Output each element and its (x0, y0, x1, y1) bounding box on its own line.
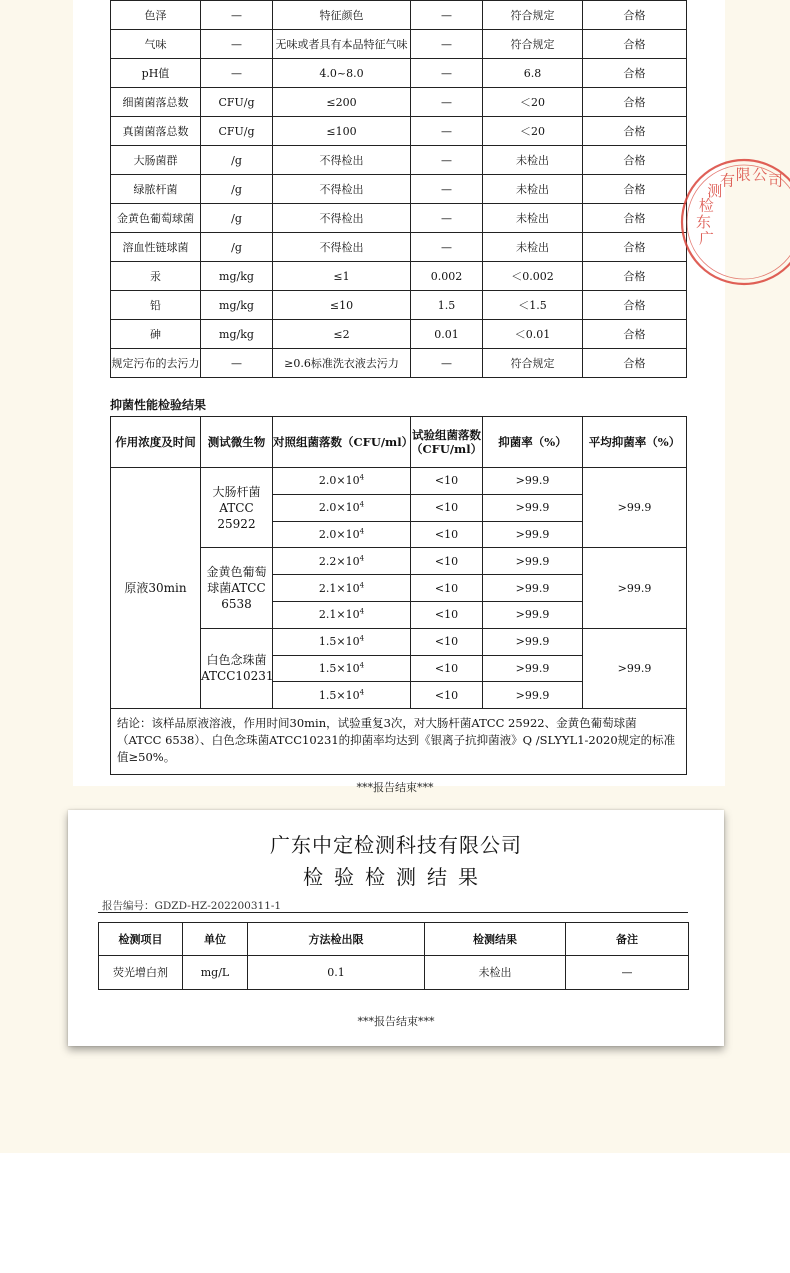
cell-item: 规定污布的去污力 (111, 349, 201, 378)
cell-req: 不得检出 (273, 233, 411, 262)
control-exponent: 4 (359, 661, 365, 670)
control-value: 2.0×10 (318, 474, 360, 488)
cell-control (273, 682, 411, 709)
cell-detect: — (411, 349, 483, 378)
cell-item: pH值 (111, 59, 201, 88)
table-row (111, 291, 687, 320)
cell-result: 未检出 (483, 146, 583, 175)
cell-item: 铅 (111, 291, 201, 320)
cell-control (273, 521, 411, 548)
cell-detect: — (411, 233, 483, 262)
cell-req: ≤200 (273, 88, 411, 117)
header-conc-time: 作用浓度及时间 (111, 417, 201, 468)
cell-unit: — (201, 349, 273, 378)
cell-concentration: 原液30min (111, 468, 201, 709)
cell-req: ≤1 (273, 262, 411, 291)
control-value: 2.0×10 (318, 527, 360, 541)
control-exponent: 4 (359, 527, 365, 536)
cell-unit: CFU/g (201, 88, 273, 117)
cell-item: 细菌菌落总数 (111, 88, 201, 117)
cell-detect: — (411, 59, 483, 88)
conclusion-text: 结论：该样品原液溶液，作用时间30min，试验重复3次，对大肠杆菌ATCC 25922、金黄色葡萄球菌（ATCC 6538）、白色念珠菌ATCC10231的抑菌率均达到《银离子抗抑菌液》Q /SLYYL1-2020规定的标准值≥50%。 (111, 709, 687, 775)
cell-detect: — (411, 1, 483, 30)
cell-test: <10 (411, 601, 483, 628)
cell-req: ≤2 (273, 320, 411, 349)
header-unit: 单位 (183, 923, 248, 956)
cell-unit: /g (201, 175, 273, 204)
cell-test: <10 (411, 655, 483, 682)
cell-item: 金黄色葡萄球菌 (111, 204, 201, 233)
control-value: 1.5×10 (318, 688, 360, 702)
cell-result: 未检出 (483, 204, 583, 233)
control-exponent: 4 (359, 500, 365, 509)
cell-organism: 白色念珠菌ATCC10231 (201, 628, 273, 708)
cell-judge: 合格 (583, 117, 687, 146)
cell-judge: 合格 (583, 59, 687, 88)
table-row (111, 320, 687, 349)
cell-control (273, 601, 411, 628)
cell-control (273, 548, 411, 575)
cell-unit: mg/kg (201, 262, 273, 291)
table-row (111, 262, 687, 291)
cell-rate: >99.9 (483, 521, 583, 548)
cell-control (273, 655, 411, 682)
test-results-table (110, 0, 687, 378)
cell-detect: — (411, 146, 483, 175)
cell-detect: — (411, 88, 483, 117)
cell-judge: 合格 (583, 175, 687, 204)
cell-item: 色泽 (111, 1, 201, 30)
cell-item: 砷 (111, 320, 201, 349)
cell-result: 符合规定 (483, 1, 583, 30)
cell-result: 符合规定 (483, 349, 583, 378)
report-title: 检验检测结果 (303, 865, 489, 889)
cell-req: 4.0~8.0 (273, 59, 411, 88)
report-end-mark: ***报告结束*** (356, 781, 434, 794)
table-row (111, 349, 687, 378)
cell-avg-rate: >99.9 (583, 628, 687, 708)
cell-result: 未检出 (483, 175, 583, 204)
cell-item: 大肠菌群 (111, 146, 201, 175)
cell-req: 不得检出 (273, 146, 411, 175)
report-number: 报告编号：GDZD-HZ-202200311-1 (102, 900, 282, 912)
company-name: 广东中定检测科技有限公司 (270, 833, 522, 857)
cell-rate: >99.9 (483, 628, 583, 655)
header-item: 检测项目 (99, 923, 183, 956)
header-note: 备注 (566, 923, 689, 956)
header-limit: 方法检出限 (248, 923, 425, 956)
cell-unit: — (201, 30, 273, 59)
fluorescent-test-table (98, 922, 689, 990)
control-value: 2.0×10 (318, 501, 360, 515)
cell-judge: 合格 (583, 349, 687, 378)
control-value: 1.5×10 (318, 661, 360, 675)
cell-unit: /g (201, 204, 273, 233)
cell-item: 绿脓杆菌 (111, 175, 201, 204)
table-row (111, 117, 687, 146)
cell-control (273, 628, 411, 655)
header-rate: 抑菌率（%） (483, 417, 583, 468)
cell-detect: — (411, 30, 483, 59)
header-avg-rate: 平均抑菌率（%） (583, 417, 687, 468)
header-rule (98, 912, 688, 913)
cell-unit: — (201, 59, 273, 88)
cell-judge: 合格 (583, 30, 687, 59)
cell-result: ＜0.01 (483, 320, 583, 349)
cell-req: 无味或者具有本品特征气味 (273, 30, 411, 59)
cell-unit: mg/kg (201, 291, 273, 320)
cell-item: 真菌菌落总数 (111, 117, 201, 146)
antibacterial-section-title: 抑菌性能检验结果 (110, 398, 207, 412)
header-test: 试验组菌落数（CFU/ml） (411, 417, 483, 468)
cell-judge: 合格 (583, 233, 687, 262)
cell-req: 特征颜色 (273, 1, 411, 30)
cell-detect: — (411, 204, 483, 233)
cell-test: <10 (411, 628, 483, 655)
cell-judge: 合格 (583, 204, 687, 233)
control-value: 2.1×10 (318, 581, 360, 595)
cell-req: ≤10 (273, 291, 411, 320)
cell-detect: — (411, 175, 483, 204)
cell-unit: CFU/g (201, 117, 273, 146)
cell-test: <10 (411, 468, 483, 495)
cell-unit: /g (201, 146, 273, 175)
cell-unit: — (201, 1, 273, 30)
cell-control (273, 494, 411, 521)
cell-rate: >99.9 (483, 655, 583, 682)
cell-result: ＜1.5 (483, 291, 583, 320)
cell-judge: 合格 (583, 262, 687, 291)
cell-judge: 合格 (583, 146, 687, 175)
cell-rate: >99.9 (483, 601, 583, 628)
header-organism: 测试微生物 (201, 417, 273, 468)
control-exponent: 4 (359, 607, 365, 616)
cell-judge: 合格 (583, 320, 687, 349)
cell-req: 不得检出 (273, 204, 411, 233)
cell-test: <10 (411, 548, 483, 575)
antibacterial-table (110, 416, 687, 775)
cell-unit: mg/L (183, 956, 248, 990)
cell-result: 未检出 (483, 233, 583, 262)
cell-test: <10 (411, 521, 483, 548)
cell-judge: 合格 (583, 1, 687, 30)
cell-judge: 合格 (583, 291, 687, 320)
header-control: 对照组菌落数（CFU/ml） (273, 417, 411, 468)
cell-test: <10 (411, 682, 483, 709)
control-value: 2.2×10 (318, 554, 360, 568)
cell-detect: 0.002 (411, 262, 483, 291)
table-row (111, 468, 687, 495)
cell-result: ＜20 (483, 88, 583, 117)
cell-item: 气味 (111, 30, 201, 59)
cell-test: <10 (411, 494, 483, 521)
stamp-text: 广东检测有限 公司 (696, 165, 784, 248)
cell-result: ＜20 (483, 117, 583, 146)
table-row (111, 30, 687, 59)
cell-detect: 0.01 (411, 320, 483, 349)
cell-test: <10 (411, 575, 483, 602)
cell-rate: >99.9 (483, 575, 583, 602)
table-row (111, 146, 687, 175)
control-exponent: 4 (359, 634, 365, 643)
cell-rate: >99.9 (483, 548, 583, 575)
cell-unit: mg/kg (201, 320, 273, 349)
table-row (111, 175, 687, 204)
cell-rate: >99.9 (483, 468, 583, 495)
red-seal-stamp (668, 152, 784, 298)
table-row (111, 59, 687, 88)
cell-result: 符合规定 (483, 30, 583, 59)
cell-item: 荧光增白剂 (99, 956, 183, 990)
cell-control (273, 575, 411, 602)
cell-organism: 金黄色葡萄球菌ATCC 6538 (201, 548, 273, 628)
cell-note: — (566, 956, 689, 990)
cell-organism: 大肠杆菌ATCC 25922 (201, 468, 273, 548)
cell-rate: >99.9 (483, 682, 583, 709)
cell-req: 不得检出 (273, 175, 411, 204)
control-exponent: 4 (359, 473, 365, 482)
cell-req: ≤100 (273, 117, 411, 146)
cell-unit: /g (201, 233, 273, 262)
table-row (111, 233, 687, 262)
table-row (111, 204, 687, 233)
antibacterial-body (111, 468, 687, 775)
cell-req: ≥0.6标准洗衣液去污力 (273, 349, 411, 378)
cell-result: 6.8 (483, 59, 583, 88)
cell-control (273, 468, 411, 495)
cell-avg-rate: >99.9 (583, 468, 687, 548)
control-exponent: 4 (359, 580, 365, 589)
table-row (99, 956, 689, 990)
cell-result: ＜0.002 (483, 262, 583, 291)
cell-item: 溶血性链球菌 (111, 233, 201, 262)
control-value: 1.5×10 (318, 635, 360, 649)
cell-limit: 0.1 (248, 956, 425, 990)
cell-detect: — (411, 117, 483, 146)
cell-rate: >99.9 (483, 494, 583, 521)
header-result: 检测结果 (425, 923, 566, 956)
control-exponent: 4 (359, 688, 365, 697)
cell-avg-rate: >99.9 (583, 548, 687, 628)
test-results-body (111, 1, 687, 378)
cell-detect: 1.5 (411, 291, 483, 320)
control-value: 2.1×10 (318, 608, 360, 622)
control-exponent: 4 (359, 554, 365, 563)
table-row (111, 88, 687, 117)
report-end-mark-2: ***报告结束*** (357, 1015, 435, 1028)
cell-result: 未检出 (425, 956, 566, 990)
cell-judge: 合格 (583, 88, 687, 117)
cell-item: 汞 (111, 262, 201, 291)
table-row (111, 1, 687, 30)
